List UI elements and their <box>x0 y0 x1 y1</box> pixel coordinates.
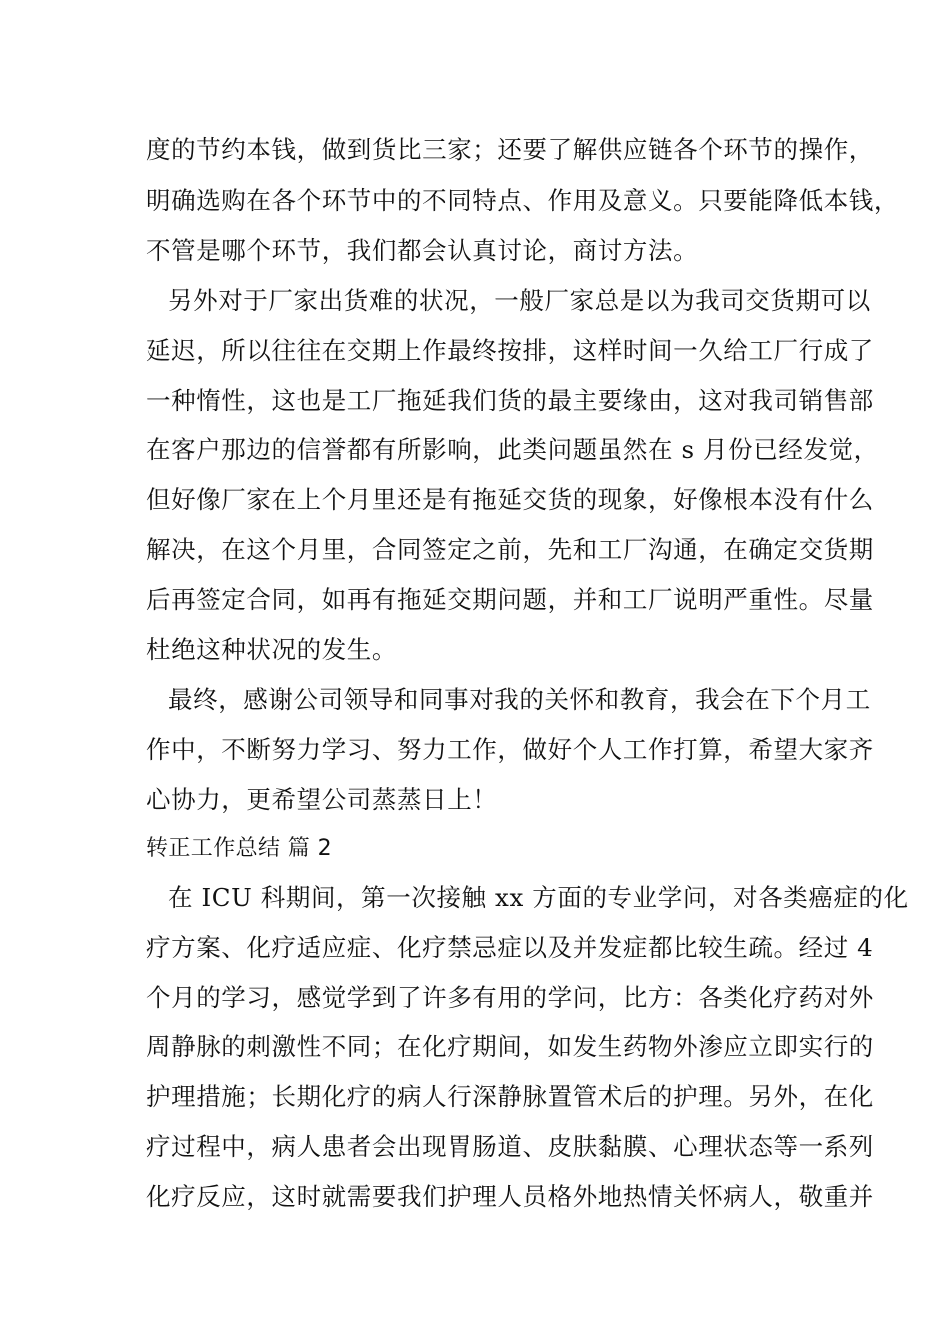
body-text-line: 不管是哪个环节，我们都会认真讨论，商讨方法。 <box>146 236 699 265</box>
body-text-line: 明确选购在各个环节中的不同特点、作用及意义。只要能降低本钱， <box>146 186 899 215</box>
body-text-line: 心协力，更希望公司蒸蒸日上！ <box>146 785 498 814</box>
body-text-line: 后再签定合同，如再有拖延交期问题，并和工厂说明严重性。尽量 <box>146 585 874 614</box>
body-text-line: 度的节约本钱，做到货比三家；还要了解供应链各个环节的操作， <box>146 135 874 164</box>
body-text-line: 解决，在这个月里，合同签定之前，先和工厂沟通，在确定交货期 <box>146 535 874 564</box>
body-text-line: 一种惰性，这也是工厂拖延我们货的最主要缘由，这对我司销售部 <box>146 386 874 415</box>
body-text-line: 另外对于厂家出货难的状况，一般厂家总是以为我司交货期可以 <box>168 286 871 315</box>
body-text-line: 在客户那边的信誉都有所影响，此类问题虽然在 s 月份已经发觉， <box>146 435 879 464</box>
body-text-line: 周静脉的刺激性不同；在化疗期间，如发生药物外渗应立即实行的 <box>146 1032 874 1061</box>
body-text-line: 在 ICU 科期间，第一次接触 xx 方面的专业学问，对各类癌症的化 <box>168 883 909 912</box>
body-text-line: 护理措施；长期化疗的病人行深静脉置管术后的护理。另外，在化 <box>146 1082 874 1111</box>
body-text-line: 化疗反应，这时就需要我们护理人员格外地热情关怀病人，敬重并 <box>146 1182 874 1211</box>
body-text-line: 作中，不断努力学习、努力工作，做好个人工作打算，希望大家齐 <box>146 735 874 764</box>
body-text-line: 疗方案、化疗适应症、化疗禁忌症以及并发症都比较生疏。经过 4 <box>146 933 874 962</box>
body-text-line: 最终，感谢公司领导和同事对我的关怀和教育，我会在下个月工 <box>168 685 871 714</box>
body-text-line: 但好像厂家在上个月里还是有拖延交货的现象，好像根本没有什么 <box>146 485 874 514</box>
body-text-line: 个月的学习，感觉学到了许多有用的学问，比方：各类化疗药对外 <box>146 983 874 1012</box>
body-text-line: 杜绝这种状况的发生。 <box>146 635 397 664</box>
body-text-line: 延迟，所以往往在交期上作最终按排，这样时间一久给工厂行成了 <box>146 336 874 365</box>
body-text-line: 疗过程中，病人患者会出现胃肠道、皮肤黏膜、心理状态等一系列 <box>146 1132 874 1161</box>
section-heading: 转正工作总结 篇 2 <box>146 836 332 861</box>
